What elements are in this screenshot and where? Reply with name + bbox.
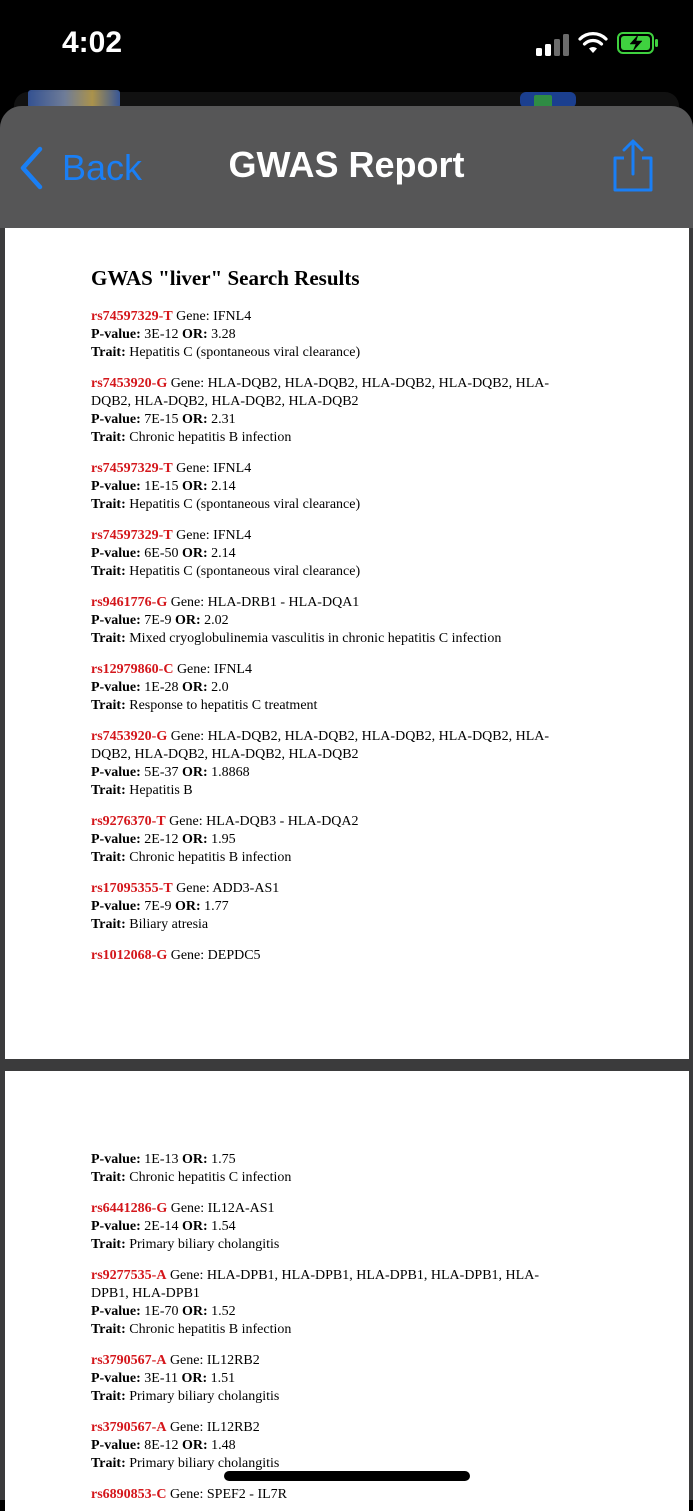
trait-value: Primary biliary cholangitis <box>129 1389 280 1404</box>
gene-label: Gene: <box>176 528 210 543</box>
or-value: 1.95 <box>211 832 236 847</box>
pvalue-label: P-value: <box>91 412 141 427</box>
result-heading <box>91 661 571 679</box>
pvalue-value: 2E-12 <box>144 832 179 847</box>
or-value: 1.52 <box>211 1304 236 1319</box>
gene-value: HLA-DPB1, HLA-DPB1, HLA-DPB1, HLA-DPB1, HLA-DPB1, HLA-DPB1 <box>91 1268 539 1301</box>
result-heading <box>91 308 571 326</box>
wifi-icon <box>578 31 608 55</box>
result-heading <box>91 527 571 545</box>
trait-value: Chronic hepatitis C infection <box>129 1170 292 1185</box>
trait-line <box>91 916 571 934</box>
result-heading <box>91 728 571 764</box>
pvalue-label: P-value: <box>91 613 141 628</box>
or-label: OR: <box>181 412 208 427</box>
pvalue-label: P-value: <box>91 899 141 914</box>
trait-line <box>91 782 571 800</box>
pvalue-label: P-value: <box>91 765 141 780</box>
stats-line <box>91 764 571 782</box>
snp-id-link[interactable]: rs3790567-A <box>91 1420 167 1435</box>
trait-value: Hepatitis B <box>129 783 193 798</box>
pvalue-value: 2E-14 <box>144 1219 179 1234</box>
or-label: OR: <box>181 1371 208 1386</box>
result-heading <box>91 880 571 898</box>
pvalue-label: P-value: <box>91 1152 141 1167</box>
stats-line <box>91 612 571 630</box>
trait-line <box>91 429 571 447</box>
trait-line <box>91 849 571 867</box>
gene-value: IFNL4 <box>213 528 252 543</box>
or-label: OR: <box>181 680 208 695</box>
or-label: OR: <box>174 613 201 628</box>
or-label: OR: <box>181 479 208 494</box>
gene-label: Gene: <box>170 948 205 963</box>
pvalue-label: P-value: <box>91 327 141 342</box>
snp-id-link[interactable]: rs9461776-G <box>91 595 168 610</box>
trait-value: Chronic hepatitis B infection <box>129 1322 292 1337</box>
pvalue-label: P-value: <box>91 1371 141 1386</box>
stats-line <box>91 1437 571 1455</box>
or-value: 2.14 <box>211 546 236 561</box>
gene-value: IL12RB2 <box>206 1420 260 1435</box>
or-value: 1.51 <box>210 1371 236 1386</box>
trait-label: Trait: <box>91 783 126 798</box>
gene-value: HLA-DQB2, HLA-DQB2, HLA-DQB2, HLA-DQB2, HLA-DQB2, HLA-DQB2, HLA-DQB2, HLA-DQB2 <box>91 729 550 762</box>
gene-value: DEPDC5 <box>207 948 261 963</box>
snp-id-link[interactable]: rs74597329-T <box>91 528 173 543</box>
result-entry <box>91 1352 571 1406</box>
trait-label: Trait: <box>91 345 126 360</box>
result-entry <box>91 1200 571 1254</box>
result-entry <box>91 728 571 800</box>
gene-value: IL12A-AS1 <box>207 1201 275 1216</box>
pvalue-value: 1E-28 <box>144 680 179 695</box>
trait-value: Response to hepatitis C treatment <box>129 698 318 713</box>
trait-value: Hepatitis C (spontaneous viral clearance) <box>129 497 361 512</box>
trait-label: Trait: <box>91 1322 126 1337</box>
battery-charging-icon <box>617 32 659 54</box>
status-time: 4:02 <box>62 26 123 59</box>
trait-label: Trait: <box>91 1389 126 1404</box>
or-value: 1.8868 <box>211 765 250 780</box>
stats-line <box>91 1151 571 1169</box>
result-heading <box>91 947 571 965</box>
share-icon[interactable] <box>610 138 656 194</box>
pvalue-value: 3E-12 <box>144 327 179 342</box>
gene-label: Gene: <box>170 376 205 391</box>
gene-label: Gene: <box>176 881 210 896</box>
cellular-signal-icon <box>536 34 568 56</box>
result-entry <box>91 375 571 447</box>
pvalue-value: 1E-15 <box>144 479 179 494</box>
snp-id-link[interactable]: rs74597329-T <box>91 461 173 476</box>
gene-label: Gene: <box>169 814 203 829</box>
trait-label: Trait: <box>91 631 126 646</box>
stats-line <box>91 1303 571 1321</box>
snp-id-link[interactable]: rs1012068-G <box>91 948 168 963</box>
gene-label: Gene: <box>169 1353 204 1368</box>
trait-value: Primary biliary cholangitis <box>129 1237 280 1252</box>
trait-value: Chronic hepatitis B infection <box>129 430 292 445</box>
trait-line <box>91 1169 571 1187</box>
result-heading <box>91 1267 571 1303</box>
pvalue-value: 1E-70 <box>144 1304 179 1319</box>
trait-value: Mixed cryoglobulinemia vasculitis in chronic hepatitis C infection <box>129 631 502 646</box>
result-entry <box>91 460 571 514</box>
pvalue-label: P-value: <box>91 680 141 695</box>
pvalue-label: P-value: <box>91 546 141 561</box>
trait-label: Trait: <box>91 497 126 512</box>
pvalue-value: 6E-50 <box>144 546 179 561</box>
trait-value: Primary biliary cholangitis <box>129 1456 280 1471</box>
result-heading <box>91 460 571 478</box>
pvalue-value: 7E-15 <box>144 412 179 427</box>
result-heading <box>91 594 571 612</box>
trait-label: Trait: <box>91 698 126 713</box>
stats-line <box>91 326 571 344</box>
result-heading <box>91 1200 571 1218</box>
gene-label: Gene: <box>169 1268 204 1283</box>
or-value: 2.0 <box>211 680 229 695</box>
trait-line <box>91 1388 571 1406</box>
trait-label: Trait: <box>91 430 126 445</box>
trait-line <box>91 496 571 514</box>
trait-line <box>91 344 571 362</box>
or-label: OR: <box>181 1304 208 1319</box>
or-value: 1.77 <box>204 899 229 914</box>
or-value: 2.02 <box>204 613 229 628</box>
gene-value: ADD3-AS1 <box>212 881 280 896</box>
result-heading <box>91 1486 571 1504</box>
trait-label: Trait: <box>91 1456 126 1471</box>
pvalue-value: 7E-9 <box>144 613 172 628</box>
document-title: GWAS "liver" Search Results <box>91 266 360 290</box>
results-list <box>91 308 571 978</box>
or-label: OR: <box>181 1152 208 1167</box>
trait-line <box>91 1236 571 1254</box>
trait-label: Trait: <box>91 1237 126 1252</box>
stats-line <box>91 898 571 916</box>
gene-value: HLA-DRB1 - HLA-DQA1 <box>207 595 360 610</box>
gene-value: SPEF2 - IL7R <box>206 1487 287 1502</box>
result-heading <box>91 375 571 411</box>
pvalue-value: 3E-11 <box>144 1371 178 1386</box>
trait-line <box>91 630 571 648</box>
gene-label: Gene: <box>169 1487 204 1502</box>
trait-value: Hepatitis C (spontaneous viral clearance) <box>129 345 361 360</box>
or-value: 2.14 <box>211 479 236 494</box>
stats-line <box>91 411 571 429</box>
document-page-2 <box>5 1071 689 1511</box>
gene-value: IFNL4 <box>213 662 252 677</box>
pvalue-value: 7E-9 <box>144 899 172 914</box>
home-indicator <box>224 1471 470 1481</box>
or-value: 1.54 <box>211 1219 236 1234</box>
snp-id-link[interactable]: rs9276370-T <box>91 814 166 829</box>
trait-value: Biliary atresia <box>129 917 209 932</box>
snp-id-link[interactable]: rs17095355-T <box>91 881 173 896</box>
result-entry <box>91 813 571 867</box>
or-label: OR: <box>181 765 208 780</box>
or-value: 2.31 <box>211 412 236 427</box>
or-value: 3.28 <box>211 327 236 342</box>
or-value: 1.75 <box>211 1152 236 1167</box>
result-heading <box>91 813 571 831</box>
result-entry <box>91 661 571 715</box>
pvalue-label: P-value: <box>91 1304 141 1319</box>
result-entry <box>91 1486 571 1504</box>
trait-value: Hepatitis C (spontaneous viral clearance) <box>129 564 361 579</box>
gene-label: Gene: <box>170 595 205 610</box>
gene-value: HLA-DQB3 - HLA-DQA2 <box>206 814 359 829</box>
status-bar <box>0 0 693 90</box>
result-entry <box>91 1419 571 1473</box>
stats-line <box>91 545 571 563</box>
or-label: OR: <box>181 832 208 847</box>
trait-line <box>91 563 571 581</box>
results-list <box>91 1151 571 1511</box>
page-title: GWAS Report <box>228 144 465 185</box>
result-entry <box>91 527 571 581</box>
gene-label: Gene: <box>176 461 210 476</box>
stats-line <box>91 679 571 697</box>
gene-label: Gene: <box>176 309 210 324</box>
result-entry <box>91 308 571 362</box>
snp-id-link[interactable]: rs74597329-T <box>91 309 173 324</box>
gene-label: Gene: <box>169 1420 204 1435</box>
result-entry <box>91 594 571 648</box>
gene-label: Gene: <box>170 729 205 744</box>
trait-line <box>91 697 571 715</box>
or-label: OR: <box>181 546 208 561</box>
stats-line <box>91 1218 571 1236</box>
snp-id-link[interactable]: rs3790567-A <box>91 1353 167 1368</box>
pvalue-label: P-value: <box>91 1438 141 1453</box>
document-page-1 <box>5 228 689 1059</box>
gene-value: IFNL4 <box>213 461 252 476</box>
gene-label: Gene: <box>170 1201 205 1216</box>
trait-line <box>91 1321 571 1339</box>
trait-label: Trait: <box>91 917 126 932</box>
or-label: OR: <box>181 1219 208 1234</box>
snp-id-link[interactable]: rs12979860-C <box>91 662 174 677</box>
trait-label: Trait: <box>91 850 126 865</box>
stats-line <box>91 831 571 849</box>
navigation-bar <box>0 106 693 228</box>
or-value: 1.48 <box>211 1438 236 1453</box>
pvalue-value: 1E-13 <box>144 1152 179 1167</box>
result-entry <box>91 1267 571 1339</box>
pvalue-label: P-value: <box>91 832 141 847</box>
snp-id-link[interactable]: rs6441286-G <box>91 1201 168 1216</box>
snp-id-link[interactable]: rs6890853-C <box>91 1487 167 1502</box>
stats-line <box>91 1370 571 1388</box>
pvalue-value: 5E-37 <box>144 765 179 780</box>
gene-value: HLA-DQB2, HLA-DQB2, HLA-DQB2, HLA-DQB2, HLA-DQB2, HLA-DQB2, HLA-DQB2, HLA-DQB2 <box>91 376 550 409</box>
or-label: OR: <box>181 327 208 342</box>
back-label: Back <box>62 147 143 188</box>
trait-label: Trait: <box>91 564 126 579</box>
gene-value: IFNL4 <box>213 309 252 324</box>
gene-label: Gene: <box>176 662 211 677</box>
snp-id-link[interactable]: rs7453920-G <box>91 729 168 744</box>
stats-line <box>91 478 571 496</box>
result-heading <box>91 1419 571 1437</box>
or-label: OR: <box>174 899 201 914</box>
pvalue-label: P-value: <box>91 479 141 494</box>
snp-id-link[interactable]: rs9277535-A <box>91 1268 167 1283</box>
result-entry <box>91 1151 571 1187</box>
pvalue-value: 8E-12 <box>144 1438 179 1453</box>
snp-id-link[interactable]: rs7453920-G <box>91 376 168 391</box>
or-label: OR: <box>181 1438 208 1453</box>
trait-value: Chronic hepatitis B infection <box>129 850 292 865</box>
gene-value: IL12RB2 <box>206 1353 260 1368</box>
result-heading <box>91 1352 571 1370</box>
result-entry <box>91 947 571 965</box>
trait-label: Trait: <box>91 1170 126 1185</box>
pvalue-label: P-value: <box>91 1219 141 1234</box>
result-entry <box>91 880 571 934</box>
